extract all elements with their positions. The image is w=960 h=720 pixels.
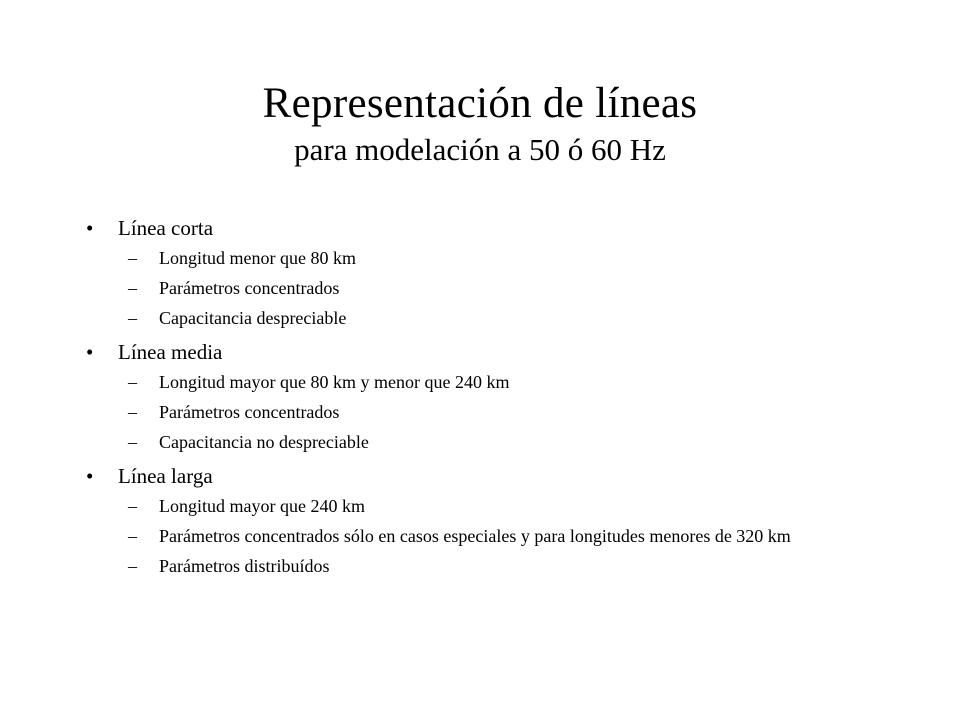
sub-item-text: Parámetros concentrados sólo en casos especiales y para longitudes menores de 320 km <box>159 526 791 546</box>
sub-item <box>84 307 844 329</box>
dash-icon: – <box>128 526 137 546</box>
title-block <box>0 78 960 170</box>
slide-title: Representación de líneas <box>262 80 698 127</box>
sub-item-text: Longitud menor que 80 km <box>159 248 356 268</box>
bullet-label: Línea larga <box>118 464 213 488</box>
sub-list-linea-larga <box>84 495 844 577</box>
sub-item-text: Parámetros concentrados <box>159 278 340 298</box>
dash-icon: – <box>128 402 137 422</box>
content-area <box>84 213 844 585</box>
sub-item <box>84 555 844 577</box>
dash-icon: – <box>128 432 137 452</box>
sub-item-text: Parámetros distribuídos <box>159 556 330 576</box>
bullet-linea-corta <box>84 213 844 243</box>
slide-subtitle: para modelación a 50 ó 60 Hz <box>294 132 666 167</box>
dash-icon: – <box>128 308 137 328</box>
sub-item-text: Longitud mayor que 240 km <box>159 496 365 516</box>
bullet-label: Línea corta <box>118 216 214 240</box>
sub-item <box>84 277 844 299</box>
bullet-linea-media <box>84 337 844 367</box>
bullet-linea-larga <box>84 461 844 491</box>
sub-item <box>84 371 844 393</box>
dash-icon: – <box>128 496 137 516</box>
sub-list-linea-corta <box>84 247 844 329</box>
bullet-label: Línea media <box>118 340 223 364</box>
dash-icon: – <box>128 278 137 298</box>
dash-icon: – <box>128 372 137 392</box>
sub-item <box>84 247 844 269</box>
sub-item-text: Parámetros concentrados <box>159 402 340 422</box>
bullet-icon: • <box>86 216 94 240</box>
sub-item-text: Longitud mayor que 80 km y menor que 240 km <box>159 372 510 392</box>
sub-item <box>84 495 844 517</box>
bullet-icon: • <box>86 464 94 488</box>
sub-item-text: Capacitancia despreciable <box>159 308 347 328</box>
sub-item-text: Capacitancia no despreciable <box>159 432 369 452</box>
sub-item <box>84 525 844 547</box>
sub-list-linea-media <box>84 371 844 453</box>
sub-item <box>84 401 844 423</box>
bullet-icon: • <box>86 340 94 364</box>
dash-icon: – <box>128 248 137 268</box>
dash-icon: – <box>128 556 137 576</box>
sub-item <box>84 431 844 453</box>
